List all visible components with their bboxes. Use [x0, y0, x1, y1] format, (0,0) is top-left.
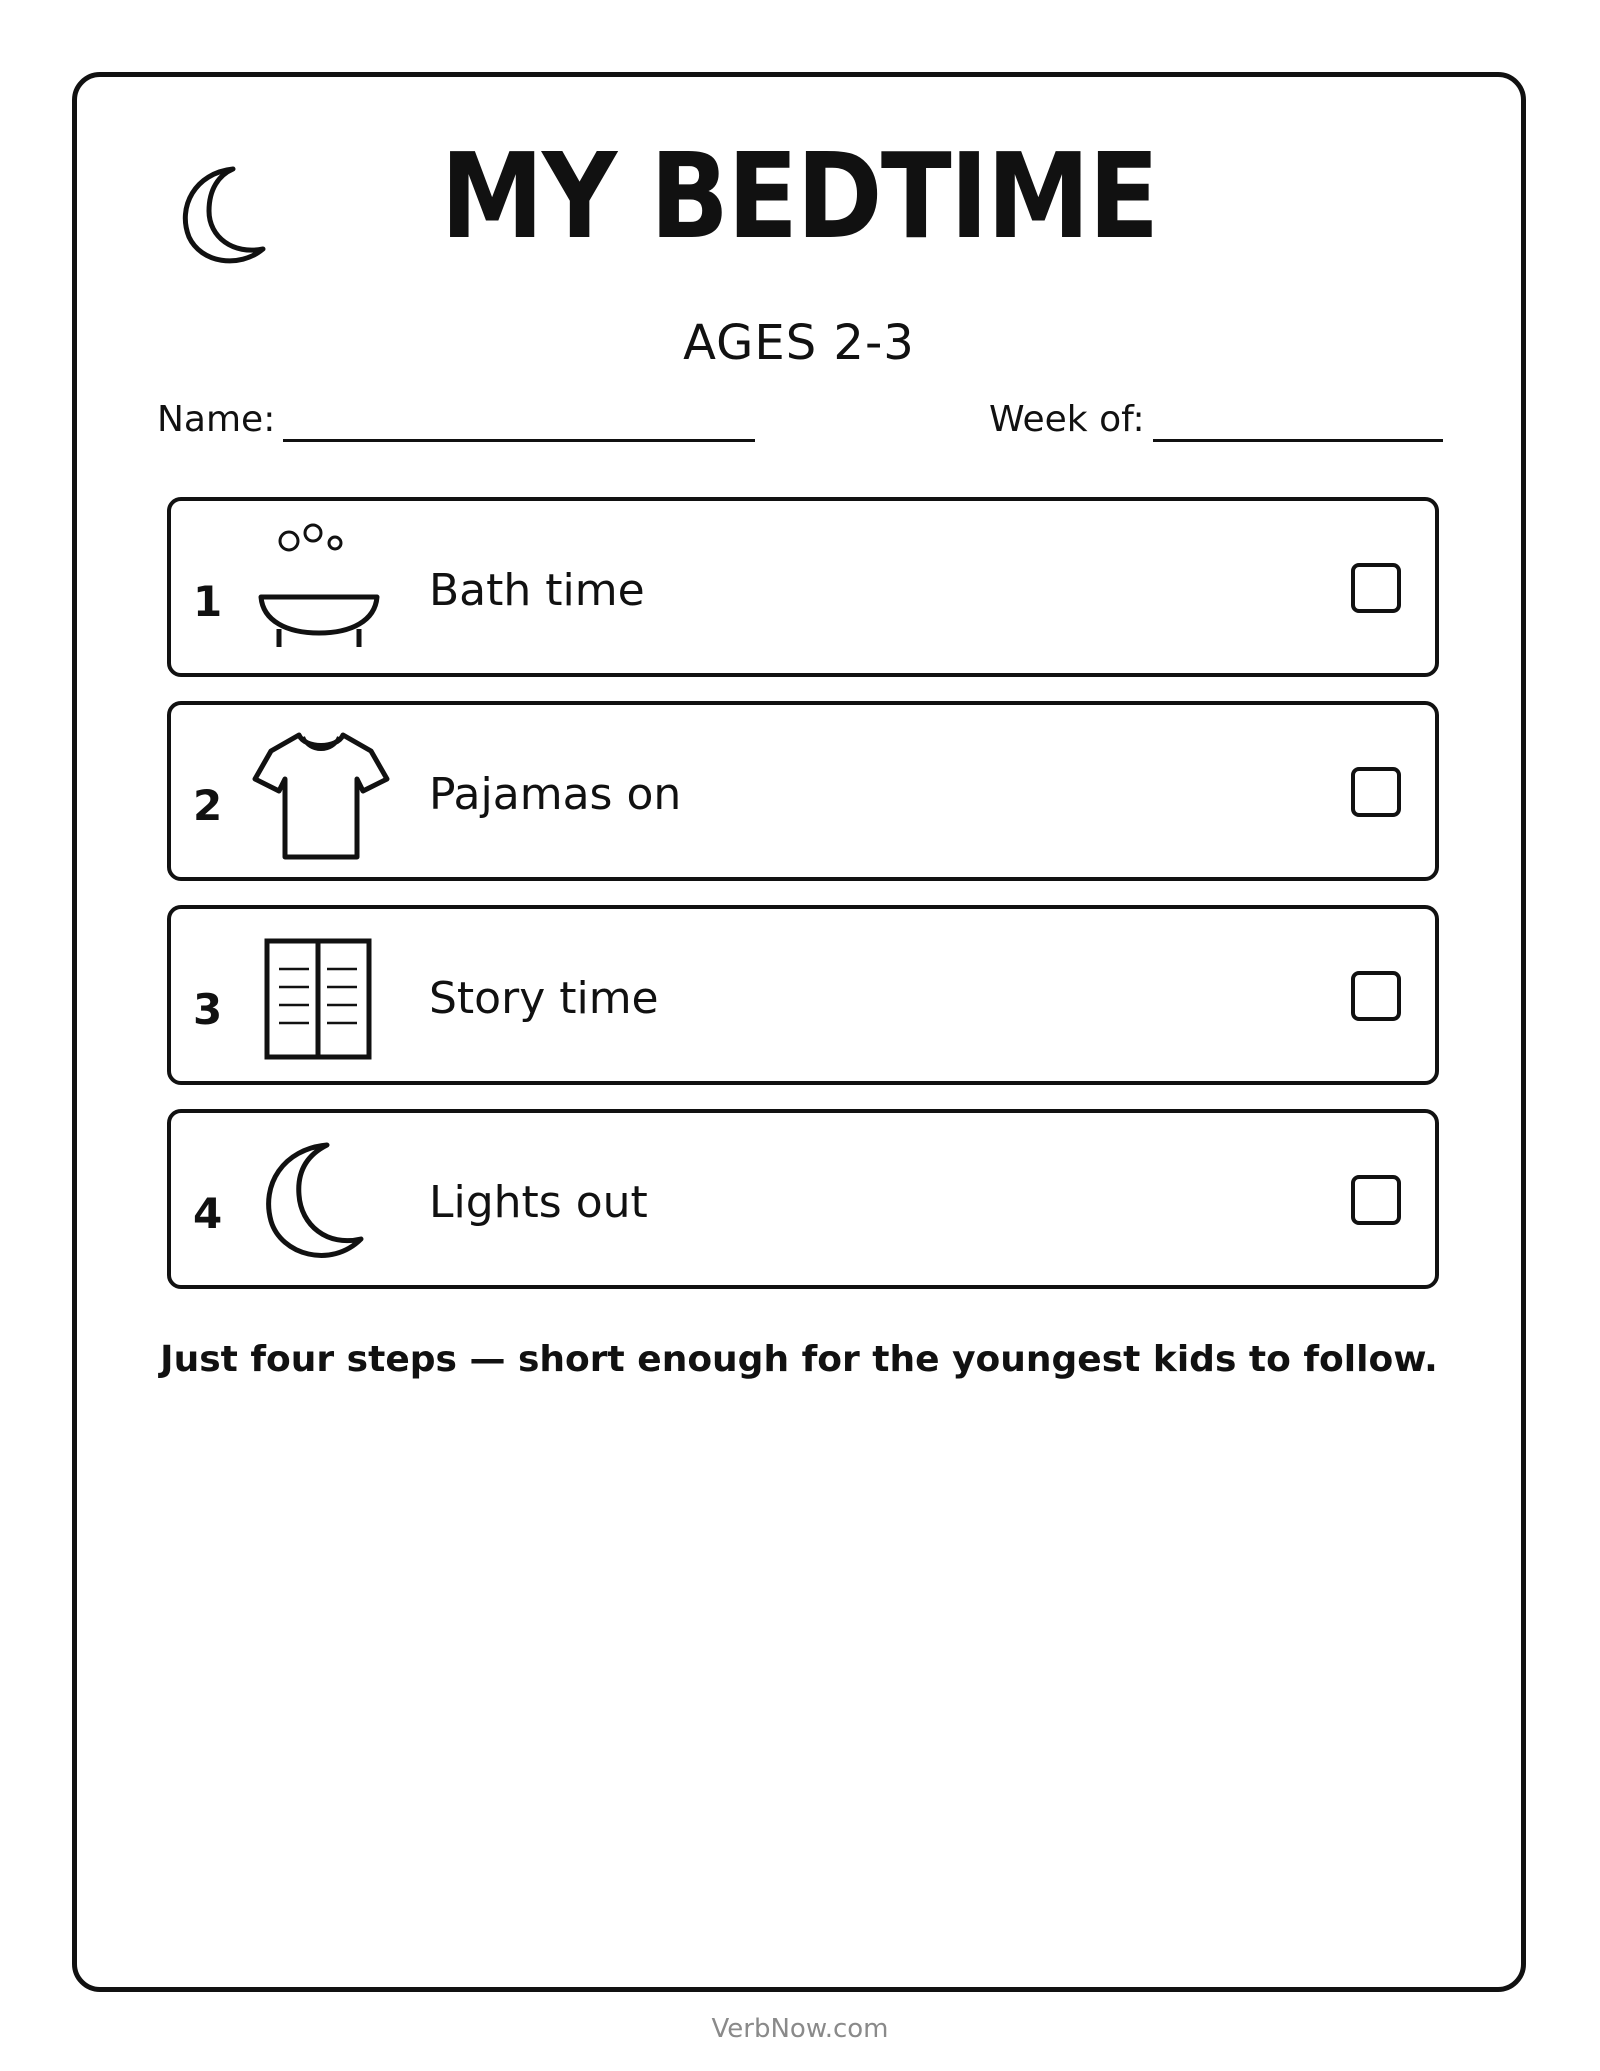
footer-note: Just four steps — short enough for the youngest kids to follow.: [160, 1339, 1438, 1380]
moon-icon: [251, 1135, 391, 1275]
book-icon: [251, 931, 391, 1071]
week-label: Week of:: [989, 399, 1145, 440]
step-number: 1: [193, 577, 223, 626]
list-item: [167, 1109, 1439, 1289]
step-checkbox[interactable]: [1351, 971, 1401, 1021]
name-label: Name:: [157, 399, 276, 440]
site-credit: VerbNow.com: [711, 2014, 889, 2044]
bathtub-icon: [251, 523, 391, 663]
step-label: Story time: [429, 973, 659, 1024]
step-label: Lights out: [429, 1177, 648, 1228]
step-checkbox[interactable]: [1351, 563, 1401, 613]
list-item: [167, 701, 1439, 881]
age-range: AGES 2-3: [683, 315, 915, 371]
step-checkbox[interactable]: [1351, 767, 1401, 817]
shirt-icon: [251, 727, 391, 867]
step-number: 2: [193, 781, 223, 830]
step-number: 4: [193, 1189, 223, 1238]
step-label: Bath time: [429, 565, 645, 616]
step-label: Pajamas on: [429, 769, 682, 820]
week-field[interactable]: [1153, 439, 1443, 442]
name-field[interactable]: [283, 439, 755, 442]
worksheet-frame: [72, 72, 1526, 1992]
step-number: 3: [193, 985, 223, 1034]
step-checkbox[interactable]: [1351, 1175, 1401, 1225]
worksheet-title: MY BEDTIME: [440, 127, 1158, 265]
list-item: [167, 905, 1439, 1085]
list-item: [167, 497, 1439, 677]
